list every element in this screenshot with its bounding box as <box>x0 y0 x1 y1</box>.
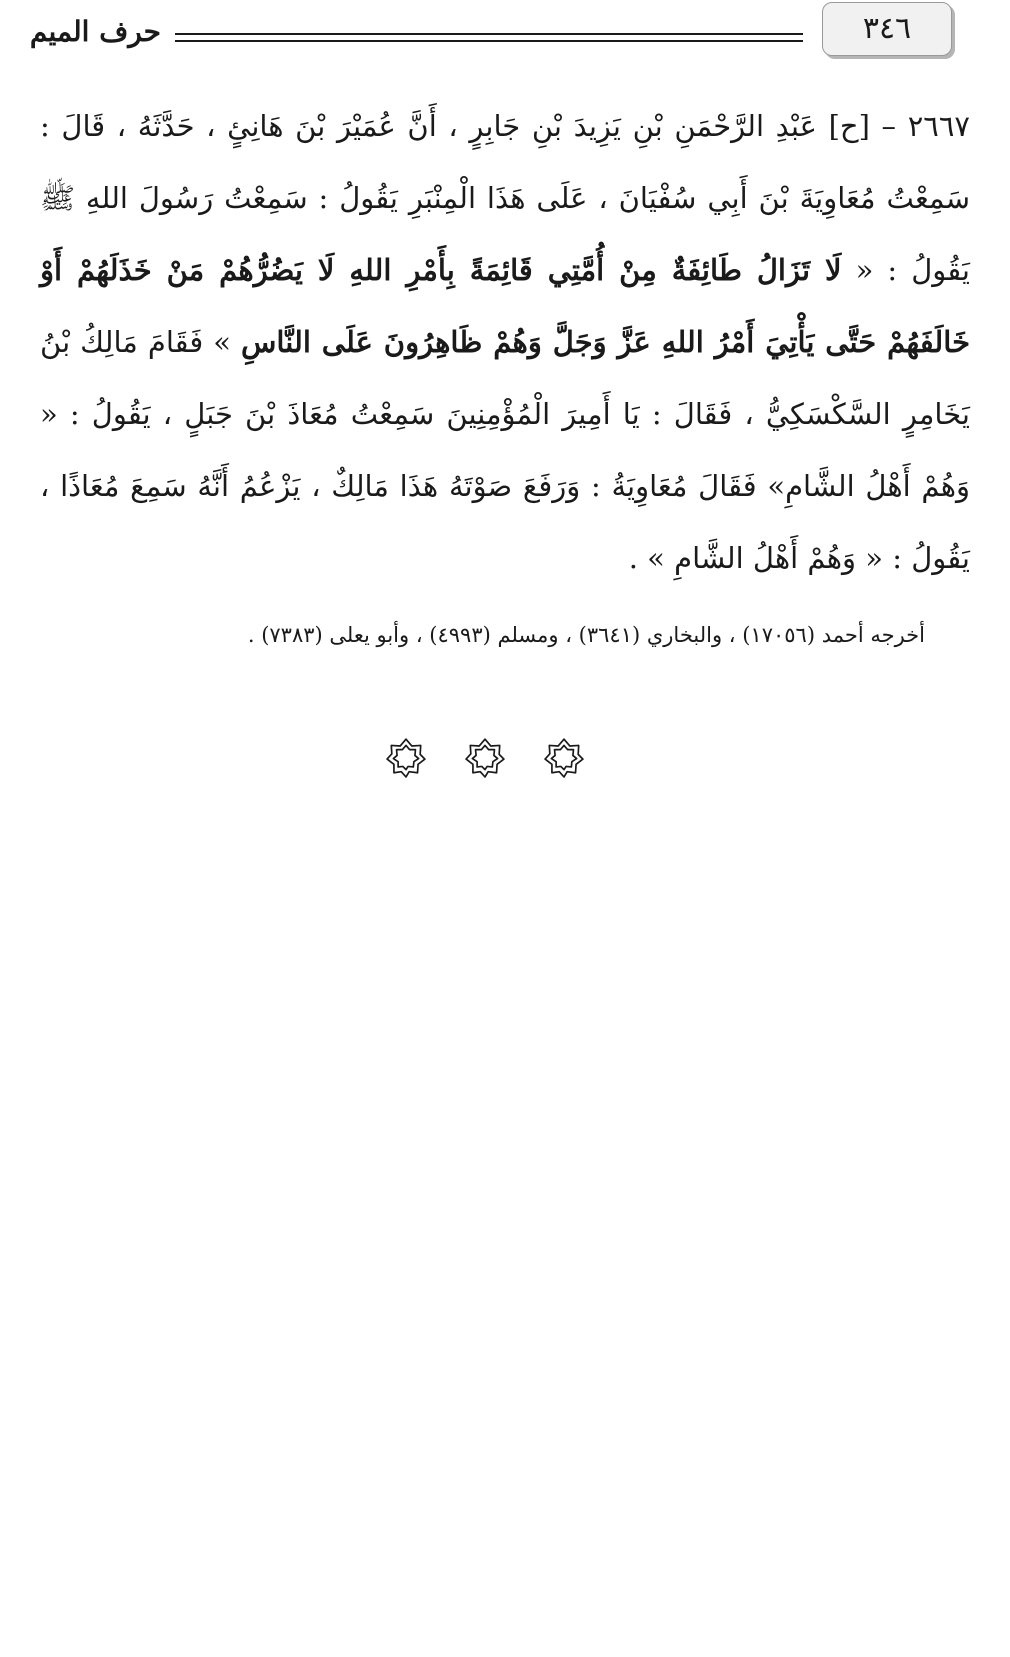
section-end-ornaments <box>385 735 585 779</box>
page-number-label: ٣٤٦ <box>862 11 912 46</box>
eight-point-star-icon <box>464 736 506 778</box>
header-double-rule <box>175 33 803 42</box>
takhrij-footnote: أخرجه أحمد (١٧٠٥٦) ، والبخاري (٣٦٤١) ، ومسلم (٤٩٩٣) ، وأبو يعلى (٧٣٨٣) . <box>247 623 925 647</box>
hadith-continuation: » فَقَامَ مَالِكُ بْنُ يَخَامِرٍ السَّكْسَكِيُّ ، فَقَالَ : يَا أَمِيرَ الْمُؤْمِنِينَ سَمِعْتُ مُعَاذَ بْنَ جَبَلٍ ، يَقُولُ : « وَهُمْ أَهْلُ الشَّامِ» فَقَالَ مُعَاوِيَةُ : وَرَفَعَ صَوْتَهُ هَذَا مَالِكٌ ، يَزْعُمُ أَنَّهُ سَمِعَ مُعَاذًا ، يَقُولُ : « وَهُمْ أَهْلُ الشَّامِ » . <box>40 325 970 575</box>
chapter-title: حرف الميم <box>29 15 161 48</box>
prophetic-saying: لَا تَزَالُ طَائِفَةٌ مِنْ أُمَّتِي قَائِمَةً بِأَمْرِ اللهِ لَا يَضُرُّهُمْ مَنْ خَذَلَهُمْ أَوْ خَالَفَهُمْ حَتَّى يَأْتِيَ أَمْرُ اللهِ عَزَّ وَجَلَّ وَهُمْ ظَاهِرُونَ عَلَى النَّاسِ <box>40 253 971 359</box>
page-number <box>822 2 952 56</box>
eight-point-star-icon <box>543 736 585 778</box>
hadith-text <box>40 90 970 594</box>
page-header <box>0 0 1010 70</box>
hadith-intro: ٢٦٦٧ – [ح] عَبْدِ الرَّحْمَنِ بْنِ يَزِيدَ بْنِ جَابِرٍ ، أَنَّ عُمَيْرَ بْنَ هَانِئٍ ، حَدَّثَهُ ، قَالَ : سَمِعْتُ مُعَاوِيَةَ بْنَ أَبِي سُفْيَانَ ، عَلَى هَذَا الْمِنْبَرِ يَقُولُ : سَمِعْتُ رَسُولَ اللهِ ﷺ يَقُولُ : « <box>40 109 970 287</box>
eight-point-star-icon <box>385 736 427 778</box>
